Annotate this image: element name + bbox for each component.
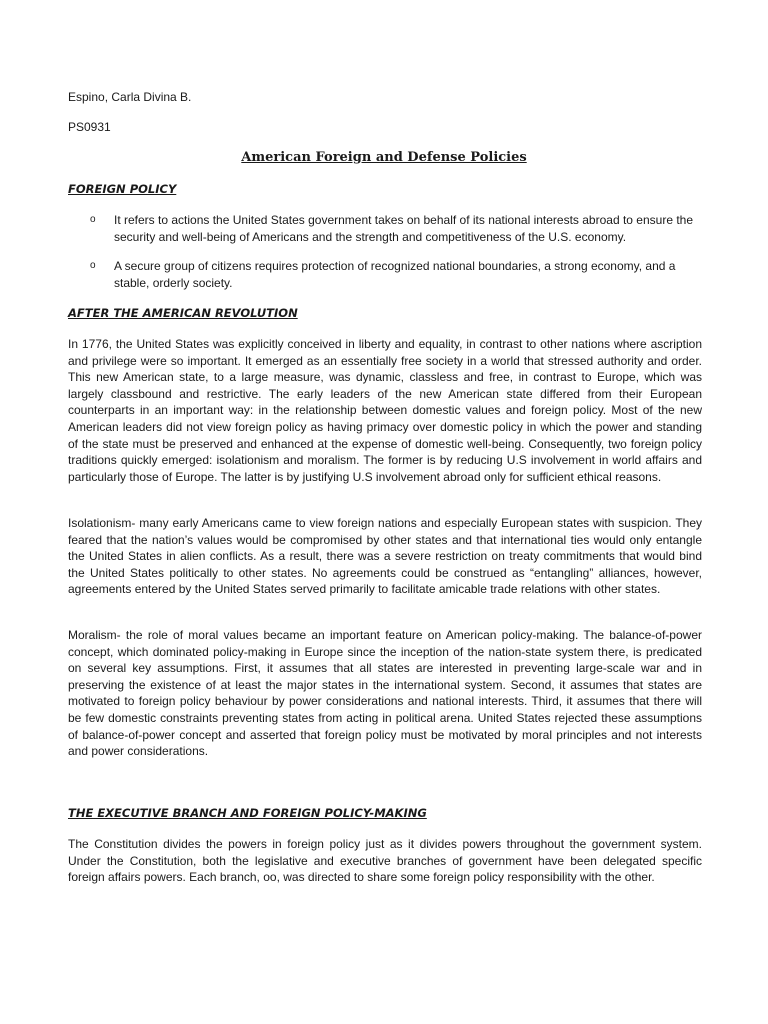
paragraph-constitution: The Constitution divides the powers in foreign policy just as it divides powers throughout the government system. Under the Constitution, both the legislative and executive branches of government have been delegated specific foreign affairs powers. Each branch, oo, was directed to share some foreign policy responsibility with the other. [68, 837, 702, 885]
author-name: Espino, Carla Divina B. [68, 90, 192, 104]
bullet-item [90, 258, 702, 291]
paragraph-revolution: In 1776, the United States was explicitly conceived in liberty and equality, in contrast to other nations where ascription and privilege were so important. It emerged as an essentially free society in a world that stressed authority and order. This new American state, to a large measure, was dynamic, classless and free, in contrast to Europe, which was largely classbound and restrictive. The early leaders of the new American state differed from their European counterparts in an important way: in the relationship between domestic values and foreign policy. Most of the new American leaders did not view foreign policy as having primacy over domestic policy in which the power and standing of the state must be preserved and enhanced at the expense of domestic well-being. Consequently, two foreign policy traditions quickly emerged: isolationism and moralism. The former is by reducing U.S involvement in world affairs and particularly those of Europe. The latter is by justifying U.S involvement abroad only for sufficient ethical reasons. [68, 337, 702, 484]
section-heading-executive-branch: THE EXECUTIVE BRANCH AND FOREIGN POLICY-MAKING [68, 806, 427, 820]
paragraph-isolationism: Isolationism- many early Americans came to view foreign nations and especially European states with suspicion. They feared that the nation’s values would be compromised by other states and that international ties would only entangle the United States in alien conflicts. As a result, there was a severe restriction on treaty commitments that would bind the United States politically to other states. No agreements could be construed as “entangling” alliances, however, agreements entered by the United States served primarily to facilitate amicable trade relations with other states. [68, 516, 702, 597]
paragraph-moralism: Moralism- the role of moral values became an important feature on American policy-making. The balance-of-power concept, which dominated policy-making in Europe since the inception of the nation-state system there, is predicated on several key assumptions. First, it assumes that all states are interested in preventing large-scale war and in preserving the existence of at least the major states in the international system. Second, it assumes that states are motivated to foreign policy behaviour by power considerations and national interests. Third, it assumes that there will be few domestic constraints preventing states from acting in political arena. United States rejected these assumptions of balance-of-power concept and asserted that foreign policy must be motivated by moral principles and not interests and power considerations. [68, 628, 702, 759]
bullet-text: A secure group of citizens requires protection of recognized national boundaries, a strong economy, and a stable, orderly society. [114, 259, 676, 290]
bullet-item [90, 212, 702, 245]
bullet-marker: o [90, 260, 96, 271]
section-heading-after-revolution: AFTER THE AMERICAN REVOLUTION [68, 306, 298, 320]
bullet-marker: o [90, 214, 96, 225]
bullet-text: It refers to actions the United States government takes on behalf of its national interests abroad to ensure the security and well-being of Americans and the strength and competitiveness of the U.S. economy. [114, 213, 694, 244]
document-title: American Foreign and Defense Policies [241, 150, 527, 165]
course-code: PS0931 [68, 120, 111, 134]
section-heading-foreign-policy: FOREIGN POLICY [68, 182, 177, 196]
